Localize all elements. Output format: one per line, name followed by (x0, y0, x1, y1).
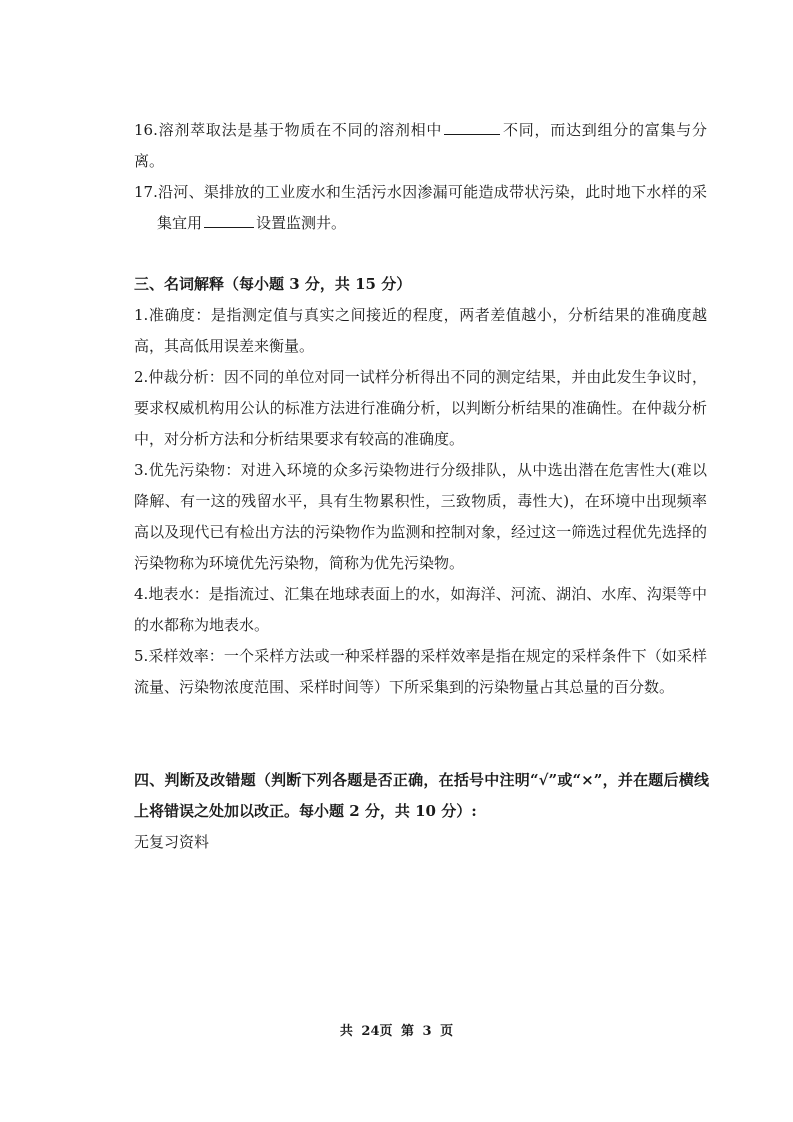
section-4-note: 无复习资料 (134, 833, 210, 851)
definition-accuracy: 1.准确度：是指测定值与真实之间接近的程度，两者差值越小，分析结果的准确度越高，其高低用误差来衡量。 (134, 306, 707, 355)
question-17-text-b: 设置监测井。 (256, 214, 347, 232)
page-footer: 共 24页 第 3 页 (339, 1024, 454, 1039)
question-17-text-a: 17.沿河、渠排放的工业废水和生活污水因渗漏可能造成带状污染，此时地下水样的采集宜用 (134, 183, 707, 232)
definition-priority-pollutants: 3.优先污染物：对进入环境的众多污染物进行分级排队，从中选出潜在危害性大(难以降解、有一这的残留水平，具有生物累积性，三致物质，毒性大)，在环境中出现频率高以及现代已有检出方法的污染物作为监测和控制对象，经过这一筛选过程优先选择的污染物称为环境优先污染物，简称为优先污染物。 (134, 461, 707, 572)
section-3-heading: 三、名词解释（每小题 3 分，共 15 分） (134, 275, 412, 293)
definition-arbitration-analysis: 2.仲裁分析：因不同的单位对同一试样分析得出不同的测定结果，并由此发生争议时，要求权威机构用公认的标准方法进行准确分析，以判断分析结果的准确性。在仲裁分析中，对分析方法和分析结果要求有较高的准确度。 (134, 368, 707, 448)
answer-blank-16 (444, 120, 500, 135)
definition-sampling-efficiency: 5.采样效率：一个采样方法或一种采样器的采样效率是指在规定的采样条件下（如采样流量、污染物浓度范围、采样时间等）下所采集到的污染物量占其总量的百分数。 (134, 647, 707, 696)
question-16 (134, 115, 707, 177)
answer-blank-17 (204, 213, 254, 228)
question-16-text-b: 不同，而达到组分的富集与分离。 (134, 121, 707, 170)
section-4-heading: 四、判断及改错题（判断下列各题是否正确，在括号中注明“√”或“×”，并在题后横线上将错误之处加以改正。每小题 2 分，共 10 分）: (134, 771, 709, 820)
question-17 (134, 177, 707, 239)
definition-surface-water: 4.地表水：是指流过、汇集在地球表面上的水，如海洋、河流、湖泊、水库、沟渠等中的水都称为地表水。 (134, 585, 707, 634)
question-16-text-a: 16.溶剂萃取法是基于物质在不同的溶剂相中 (134, 121, 443, 139)
